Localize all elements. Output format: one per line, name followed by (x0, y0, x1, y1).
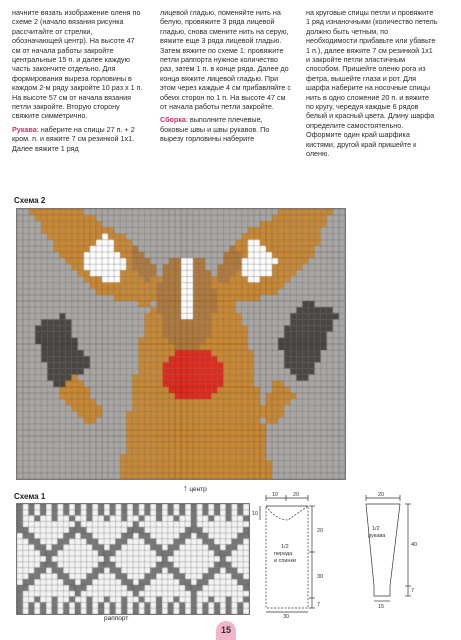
scheme1-label: Схема 1 (14, 492, 46, 501)
assembly-text: : выполните плечевые, боковые швы и швы рукавов. По вырезу горловины наберите (160, 115, 270, 144)
front-right-dim-2: 30 (317, 574, 324, 580)
sleeve-schematic (352, 490, 424, 610)
col2-paragraph-2 (160, 115, 292, 143)
scheme2-label: Схема 2 (14, 196, 46, 205)
center-marker (183, 483, 207, 493)
scheme1-chart (16, 503, 250, 615)
sleeve-bottom-dim: 15 (378, 604, 385, 610)
fair-isle-pattern (17, 504, 249, 614)
front-top-dim-1: 10 (272, 492, 279, 498)
assembly-heading: Сборка (160, 115, 186, 125)
front-back-schematic (248, 490, 344, 618)
text-column-2 (160, 8, 292, 144)
sleeve-top-dim: 20 (378, 492, 385, 498)
front-label: 1/2 переда и спинки (274, 544, 296, 564)
col1-paragraph-2 (12, 125, 144, 153)
front-left-dim: 10 (252, 511, 259, 517)
front-bottom-dim: 30 (283, 614, 290, 618)
col2-paragraph-1: лицевой гладью, поменяйте нить на белую, провяжите 3 ряда лицевой гладью, снова смените нить на серую, вяжите еще 3 ряда лицевой гладью. Затем вяжите по схеме 1: провяжите петли раппорта нужное количество раз, затем 1 п. в конце ряда. Далее до конца вяжите лицевой гладью. При этом через каждые 4 см прибавляйте с обеих сторон по 1 п. На высоте 47 см от начала работы петли закройте. (160, 8, 291, 112)
sleeve-side-dim-1: 40 (411, 542, 418, 548)
front-right-dim-3: 7 (317, 602, 321, 608)
front-top-dim-2: 20 (293, 492, 300, 498)
deer-knit-pattern (17, 209, 345, 479)
sleeves-text: : наберите на спицы 27 п. + 2 кром. п. и вяжите 7 см резинкой 1х1. Далее вяжите 1 ряд (12, 124, 135, 153)
center-label: центр (189, 486, 207, 493)
sleeve-side-dim-2: 7 (411, 588, 415, 594)
front-right-dim-1: 20 (317, 528, 324, 534)
text-column-3 (306, 8, 438, 159)
sleeves-heading: Рукава (12, 124, 37, 134)
repeat-label: раппорт (104, 615, 129, 622)
sleeve-label: 1/2 рукава (368, 526, 386, 539)
scheme2-chart (16, 208, 346, 480)
repeat-marker (104, 615, 128, 622)
col3-paragraph-1: на круговые спицы петли и провяжите 1 ряд изнаночными (количество петель должно быть четным, по необходимости прибавьте или убавьте 1 п.), далее вяжите 7 см резинкой 1х1 и закройте петли эластичным способом. Пришейте оленю рога из фетра, вышейте глаза и рот. Для шарфа наберите на носочные спицы нить в одно сложение 20 п. и вяжите по кругу, чередуя каждые 6 рядов белый и красный цвета. Длину шарфа определите самостоятельно. Оформите один край шарфика кистями, другой край пришейте к оленю. (306, 8, 438, 159)
text-column-1 (12, 8, 144, 153)
page-number: 15 (216, 621, 236, 640)
up-arrow-icon: ↑ (183, 483, 188, 493)
col1-paragraph-1: начните вязать изображение оленя по схеме 2 (начало вязания рисунка рассчитайте от стрелки, обозначающей центр). На высоте 47 см от начала работы закройте центральные 15 п. и далее каждую часть закончите отдельно. Для формирования выреза горловины в каждом 2-м ряду закройте 10 раз х 1 п. На высоте 57 см от начала вязания петли закройте. Вторую сторону свяжите симметрично. (12, 8, 143, 121)
